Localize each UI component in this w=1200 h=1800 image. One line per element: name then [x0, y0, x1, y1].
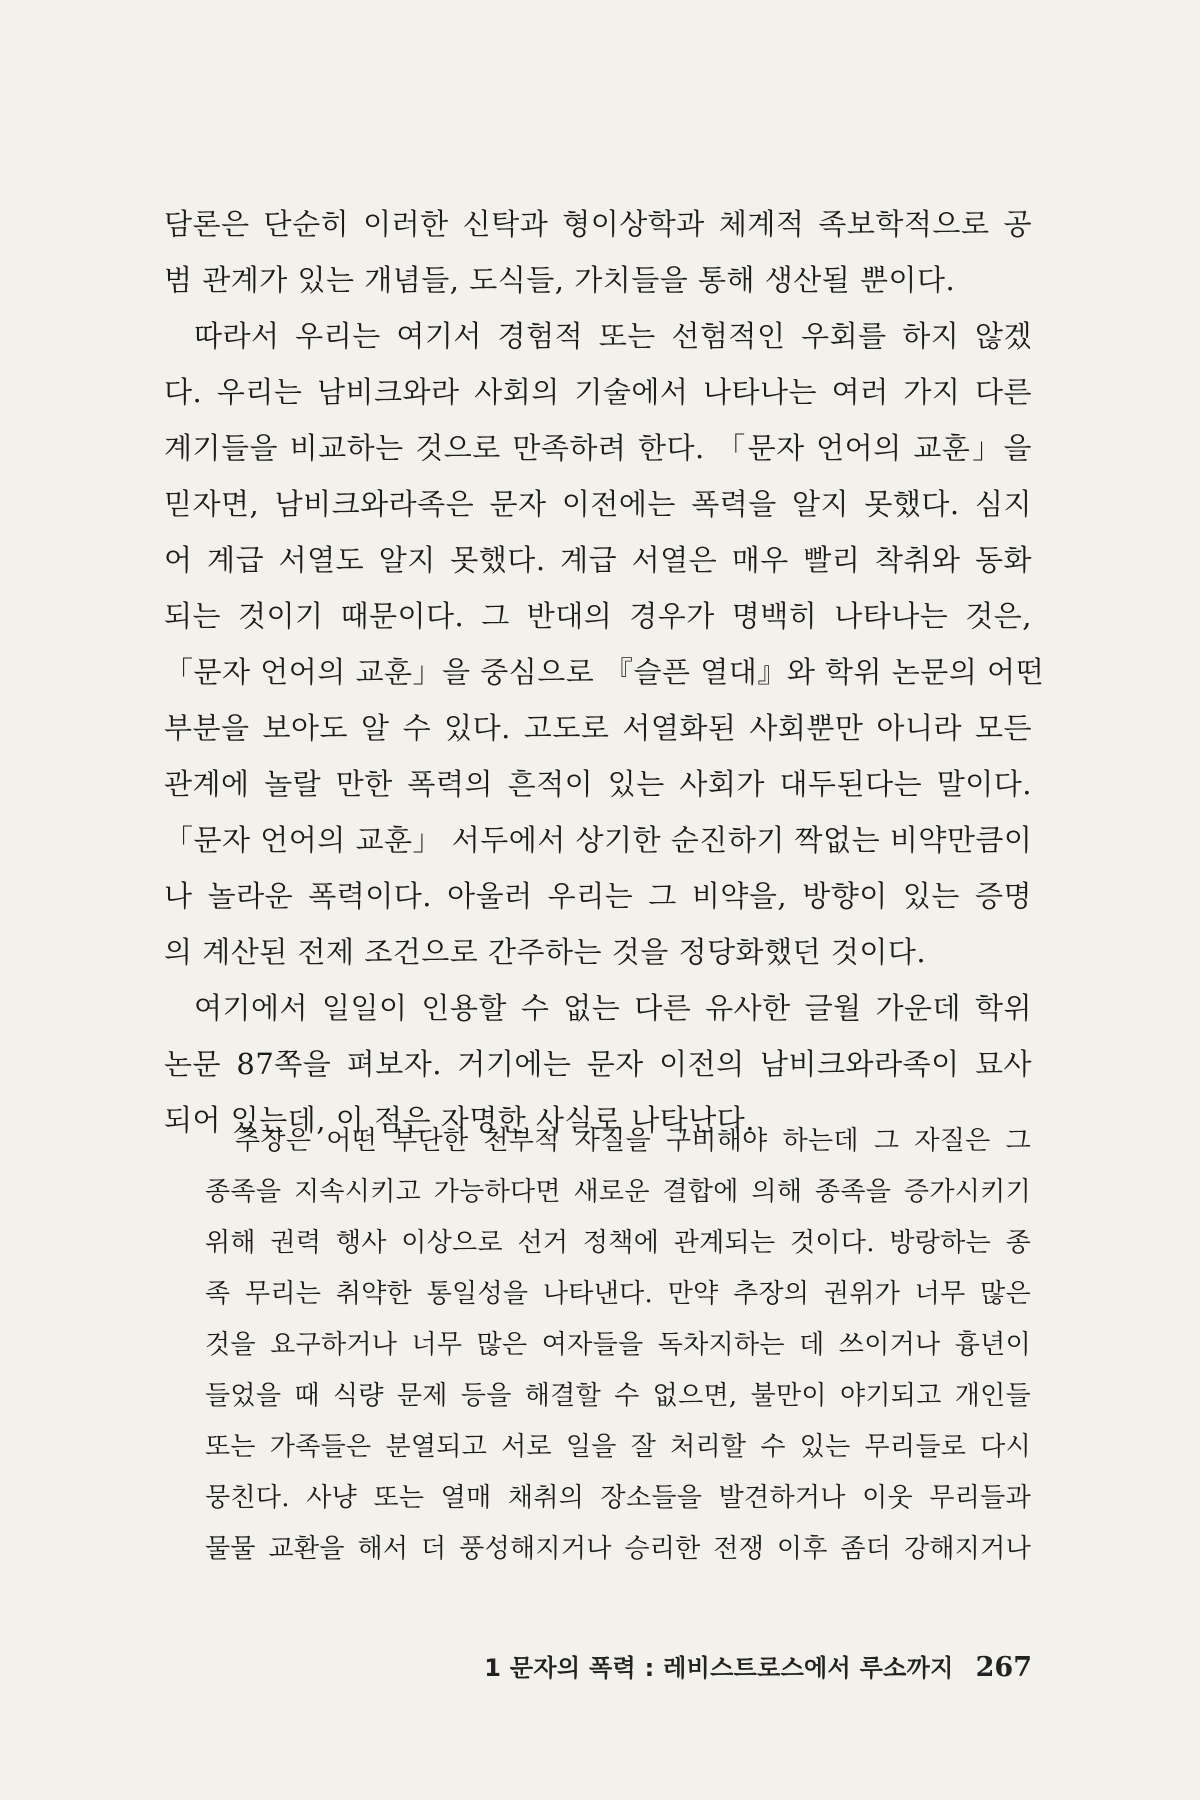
text-line: 관계에 놀랄 만한 폭력의 흔적이 있는 사회가 대두된다는 말이다.	[164, 767, 1032, 801]
running-footer	[484, 1648, 1032, 1683]
quote-line: 또는 가족들은 분열되고 서로 일을 잘 처리할 수 있는 무리들로 다시	[205, 1432, 1031, 1462]
text-line: 부분을 보아도 알 수 있다. 고도로 서열화된 사회뿐만 아니라 모든	[164, 711, 1032, 745]
quote-line: 물물 교환을 해서 더 풍성해지거나 승리한 전쟁 이후 좀더 강해지거나	[205, 1534, 1031, 1564]
text-line: 되어 있는데, 이 점은 자명한 사실로 나타난다.	[164, 1103, 755, 1137]
text-line: 범 관계가 있는 개념들, 도식들, 가치들을 통해 생산될 뿐이다.	[164, 263, 956, 297]
text-line: 의 계산된 전제 조건으로 간주하는 것을 정당화했던 것이다.	[164, 935, 927, 969]
text-line: 「문자 언어의 교훈」을 중심으로 『슬픈 열대』와 학위 논문의 어떤	[164, 655, 1045, 689]
page-number: 267	[975, 1652, 1032, 1683]
text-line: 「문자 언어의 교훈」 서두에서 상기한 순진하기 짝없는 비약만큼이	[164, 823, 1033, 857]
text-line: 논문 87쪽을 펴보자. 거기에는 문자 이전의 남비크와라족이 묘사	[164, 1047, 1032, 1081]
chapter-title: 1 문자의 폭력 : 레비스트로스에서 루소까지	[484, 1654, 954, 1682]
block-quote	[205, 1116, 1031, 1575]
text-line: 여기에서 일일이 인용할 수 없는 다른 유사한 글월 가운데 학위	[194, 991, 1032, 1025]
text-line: 담론은 단순히 이러한 신탁과 형이상학과 체계적 족보학적으로 공	[164, 207, 1032, 241]
text-line: 믿자면, 남비크와라족은 문자 이전에는 폭력을 알지 못했다. 심지	[164, 487, 1032, 521]
quote-line: 추장은 어떤 부단한 천부적 자질을 구비해야 하는데 그 자질은 그	[235, 1126, 1031, 1156]
body-text	[164, 196, 1045, 1148]
text-line: 되는 것이기 때문이다. 그 반대의 경우가 명백히 나타나는 것은,	[164, 599, 1032, 633]
quote-line: 뭉친다. 사냥 또는 열매 채취의 장소들을 발견하거나 이웃 무리들과	[205, 1483, 1031, 1513]
quote-line: 족 무리는 취약한 통일성을 나타낸다. 만약 추장의 권위가 너무 많은	[205, 1279, 1031, 1309]
quote-line: 종족을 지속시키고 가능하다면 새로운 결합에 의해 종족을 증가시키기	[205, 1177, 1031, 1207]
quote-line: 들었을 때 식량 문제 등을 해결할 수 없으면, 불만이 야기되고 개인들	[205, 1381, 1031, 1411]
quote-line: 위해 권력 행사 이상으로 선거 정책에 관계되는 것이다. 방랑하는 종	[205, 1228, 1031, 1258]
text-line: 계기들을 비교하는 것으로 만족하려 한다. 「문자 언어의 교훈」을	[164, 431, 1032, 465]
text-line: 어 계급 서열도 알지 못했다. 계급 서열은 매우 빨리 착취와 동화	[164, 543, 1032, 577]
text-line: 나 놀라운 폭력이다. 아울러 우리는 그 비약을, 방향이 있는 증명	[164, 879, 1032, 913]
text-line: 따라서 우리는 여기서 경험적 또는 선험적인 우회를 하지 않겠	[194, 319, 1032, 353]
text-line: 다. 우리는 남비크와라 사회의 기술에서 나타나는 여러 가지 다른	[164, 375, 1032, 409]
quote-line: 것을 요구하거나 너무 많은 여자들을 독차지하는 데 쓰이거나 흉년이	[205, 1330, 1031, 1360]
